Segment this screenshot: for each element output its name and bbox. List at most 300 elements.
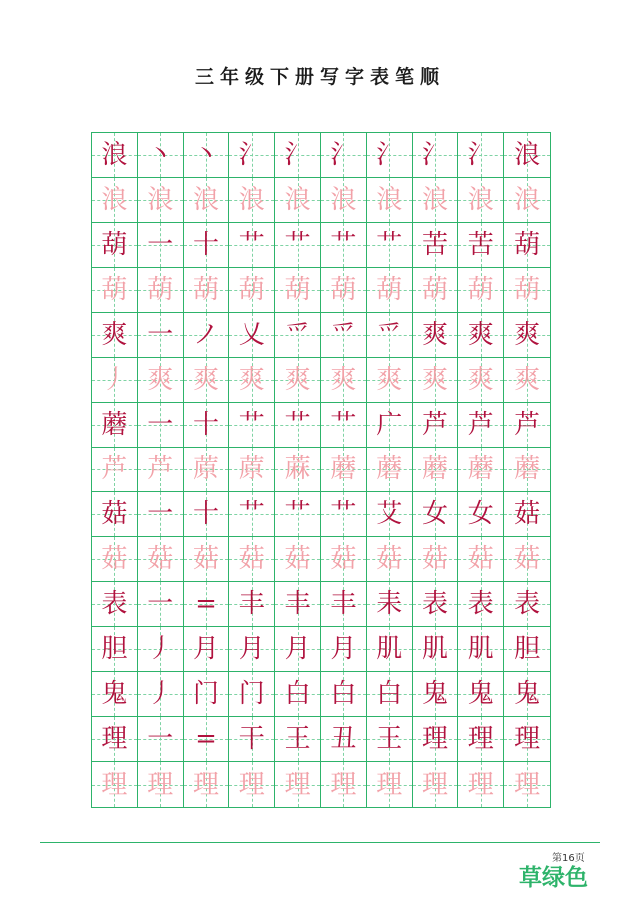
character-glyph: 表 xyxy=(467,589,494,620)
character-glyph: 爽 xyxy=(514,364,541,395)
character-glyph: 一 xyxy=(147,499,174,530)
stroke-order-cell xyxy=(321,133,367,178)
character-glyph: 氵 xyxy=(467,139,494,170)
character-glyph: 一 xyxy=(147,589,174,620)
trace-cell xyxy=(229,537,275,582)
stroke-order-cell xyxy=(367,133,413,178)
trace-cell xyxy=(504,537,550,582)
trace-cell xyxy=(321,762,367,807)
character-glyph: 门 xyxy=(192,679,219,710)
stroke-order-cell xyxy=(275,672,321,717)
character-glyph: 爫 xyxy=(330,319,357,350)
character-glyph: 艹 xyxy=(284,229,311,260)
character-glyph: 菇 xyxy=(421,544,448,575)
trace-cell xyxy=(184,268,230,313)
character-glyph: 菇 xyxy=(238,544,265,575)
trace-cell xyxy=(138,358,184,403)
trace-cell xyxy=(321,358,367,403)
character-glyph: 月 xyxy=(330,634,357,665)
character-glyph: 鬼 xyxy=(467,679,494,710)
character-glyph: 丶 xyxy=(192,139,219,170)
character-glyph: 肌 xyxy=(467,634,494,665)
character-glyph: 艹 xyxy=(330,409,357,440)
trace-cell xyxy=(504,762,550,807)
stroke-order-cell xyxy=(229,582,275,627)
character-glyph: 爽 xyxy=(467,319,494,350)
stroke-order-cell xyxy=(458,223,504,268)
trace-cell xyxy=(275,537,321,582)
character-glyph: 胆 xyxy=(101,634,128,665)
character-glyph: 乂 xyxy=(238,319,265,350)
character-glyph: 理 xyxy=(421,769,448,800)
character-glyph: 爽 xyxy=(421,364,448,395)
character-glyph: 一 xyxy=(147,409,174,440)
character-glyph: 芦 xyxy=(101,454,128,485)
character-glyph: 丿 xyxy=(147,679,174,710)
character-glyph: 表 xyxy=(421,589,448,620)
stroke-order-cell xyxy=(504,672,550,717)
stroke-order-cell xyxy=(184,627,230,672)
trace-cell xyxy=(92,178,138,223)
trace-cell xyxy=(413,178,459,223)
character-glyph: 葫 xyxy=(147,274,174,305)
character-glyph: 理 xyxy=(101,769,128,800)
character-glyph: 理 xyxy=(284,769,311,800)
stroke-order-cell xyxy=(229,672,275,717)
character-glyph: 蘑 xyxy=(514,454,541,485)
character-glyph: 丿 xyxy=(147,634,174,665)
stroke-order-cell xyxy=(184,133,230,178)
main-character-cell xyxy=(92,717,138,762)
character-glyph: 艾 xyxy=(376,499,403,530)
trace-cell xyxy=(413,268,459,313)
stroke-order-cell xyxy=(275,133,321,178)
character-glyph: 浪 xyxy=(101,184,128,215)
character-glyph: 鬼 xyxy=(101,679,128,710)
trace-cell xyxy=(458,358,504,403)
character-glyph: 菇 xyxy=(147,544,174,575)
character-glyph: 葫 xyxy=(101,229,128,260)
trace-cell xyxy=(458,537,504,582)
main-character-cell xyxy=(92,223,138,268)
character-glyph: 葫 xyxy=(514,229,541,260)
stroke-order-cell xyxy=(229,717,275,762)
character-glyph: 丰 xyxy=(238,589,265,620)
character-glyph: 理 xyxy=(238,769,265,800)
character-glyph: 芦 xyxy=(514,409,541,440)
character-glyph: 爽 xyxy=(192,364,219,395)
trace-cell xyxy=(229,358,275,403)
character-glyph: 爽 xyxy=(376,364,403,395)
stroke-order-cell xyxy=(275,582,321,627)
trace-cell xyxy=(504,178,550,223)
character-glyph: 葫 xyxy=(284,274,311,305)
stroke-order-cell xyxy=(413,313,459,358)
stroke-order-cell xyxy=(321,313,367,358)
character-glyph: 氵 xyxy=(421,139,448,170)
character-glyph: 葫 xyxy=(467,274,494,305)
character-glyph: 爫 xyxy=(284,319,311,350)
character-glyph: 白 xyxy=(330,679,357,710)
character-glyph: 广 xyxy=(376,409,403,440)
stroke-order-cell xyxy=(138,313,184,358)
stroke-order-cell xyxy=(413,672,459,717)
character-glyph: 理 xyxy=(421,724,448,755)
character-glyph: 菇 xyxy=(467,544,494,575)
trace-cell xyxy=(138,178,184,223)
trace-cell xyxy=(92,268,138,313)
character-glyph: 肌 xyxy=(421,634,448,665)
trace-cell xyxy=(458,448,504,493)
character-glyph: 菇 xyxy=(284,544,311,575)
character-glyph: 葫 xyxy=(238,274,265,305)
character-glyph: 葫 xyxy=(330,274,357,305)
trace-cell xyxy=(92,358,138,403)
stroke-order-cell xyxy=(321,403,367,448)
character-glyph: 浪 xyxy=(514,184,541,215)
stroke-order-cell xyxy=(184,492,230,537)
character-glyph: 浪 xyxy=(192,184,219,215)
stroke-order-cell xyxy=(321,627,367,672)
stroke-order-cell xyxy=(504,492,550,537)
character-glyph: 理 xyxy=(514,724,541,755)
character-glyph: 蘑 xyxy=(330,454,357,485)
stroke-order-cell xyxy=(413,403,459,448)
character-glyph: 菇 xyxy=(192,544,219,575)
character-glyph: 十 xyxy=(192,499,219,530)
stroke-order-cell xyxy=(504,223,550,268)
character-glyph: 爽 xyxy=(330,364,357,395)
trace-cell xyxy=(184,537,230,582)
character-glyph: 艹 xyxy=(238,499,265,530)
trace-cell xyxy=(229,448,275,493)
trace-cell xyxy=(229,762,275,807)
character-glyph: 蘑 xyxy=(376,454,403,485)
main-character-cell xyxy=(92,627,138,672)
character-glyph: 浪 xyxy=(147,184,174,215)
stroke-order-cell xyxy=(275,313,321,358)
character-glyph: 丰 xyxy=(330,589,357,620)
character-glyph: 菇 xyxy=(514,544,541,575)
page-number: 第16页 xyxy=(552,853,585,864)
stroke-order-cell xyxy=(275,717,321,762)
character-glyph: 理 xyxy=(192,769,219,800)
character-glyph: 一 xyxy=(147,319,174,350)
character-glyph: 干 xyxy=(238,724,265,755)
trace-cell xyxy=(229,268,275,313)
stroke-order-cell xyxy=(458,133,504,178)
character-glyph: 浪 xyxy=(467,184,494,215)
trace-cell xyxy=(275,762,321,807)
character-glyph: 爽 xyxy=(467,364,494,395)
stroke-order-cell xyxy=(367,582,413,627)
character-glyph: 门 xyxy=(238,679,265,710)
stroke-order-cell xyxy=(229,492,275,537)
brand-logo: 草绿色 xyxy=(519,865,588,891)
trace-cell xyxy=(138,762,184,807)
character-glyph: 艹 xyxy=(284,499,311,530)
character-glyph: 芦 xyxy=(467,409,494,440)
stroke-order-cell xyxy=(504,627,550,672)
character-glyph: 理 xyxy=(330,769,357,800)
stroke-order-cell xyxy=(367,223,413,268)
stroke-order-cell xyxy=(413,223,459,268)
character-glyph: 王 xyxy=(376,724,403,755)
stroke-order-cell xyxy=(275,492,321,537)
stroke-order-cell xyxy=(413,492,459,537)
stroke-order-cell xyxy=(504,582,550,627)
character-glyph: 菇 xyxy=(330,544,357,575)
trace-cell xyxy=(138,537,184,582)
trace-cell xyxy=(458,762,504,807)
stroke-order-cell xyxy=(275,223,321,268)
character-glyph: 十 xyxy=(192,409,219,440)
stroke-order-cell xyxy=(184,672,230,717)
trace-cell xyxy=(458,178,504,223)
character-glyph: 菇 xyxy=(376,544,403,575)
character-glyph: 葫 xyxy=(421,274,448,305)
stroke-order-cell xyxy=(504,403,550,448)
trace-cell xyxy=(184,358,230,403)
character-glyph: 理 xyxy=(101,724,128,755)
stroke-order-cell xyxy=(413,717,459,762)
character-glyph: 一 xyxy=(147,229,174,260)
character-glyph: ノ xyxy=(192,319,219,350)
stroke-order-cell xyxy=(138,133,184,178)
character-glyph: 十 xyxy=(192,229,219,260)
stroke-order-cell xyxy=(458,717,504,762)
main-character-cell xyxy=(92,582,138,627)
trace-cell xyxy=(367,178,413,223)
character-glyph: 菇 xyxy=(101,544,128,575)
main-character-cell xyxy=(92,492,138,537)
character-glyph: 胆 xyxy=(514,634,541,665)
trace-cell xyxy=(504,358,550,403)
character-glyph: 月 xyxy=(192,634,219,665)
character-glyph: 爽 xyxy=(514,319,541,350)
trace-cell xyxy=(184,762,230,807)
stroke-order-cell xyxy=(504,313,550,358)
character-glyph: 月 xyxy=(238,634,265,665)
stroke-order-cell xyxy=(413,627,459,672)
stroke-order-cell xyxy=(229,627,275,672)
trace-cell xyxy=(321,268,367,313)
character-glyph: 蘑 xyxy=(421,454,448,485)
stroke-order-cell xyxy=(367,403,413,448)
character-glyph: 耒 xyxy=(376,589,403,620)
character-glyph: 浪 xyxy=(376,184,403,215)
trace-cell xyxy=(321,178,367,223)
stroke-order-cell xyxy=(184,717,230,762)
character-glyph: 理 xyxy=(514,769,541,800)
character-glyph: 葫 xyxy=(376,274,403,305)
stroke-order-cell xyxy=(138,672,184,717)
stroke-order-cell xyxy=(138,403,184,448)
stroke-order-cell xyxy=(184,313,230,358)
main-character-cell xyxy=(92,403,138,448)
trace-cell xyxy=(367,268,413,313)
character-glyph: 表 xyxy=(101,589,128,620)
character-glyph: 丿 xyxy=(101,364,128,395)
trace-cell xyxy=(413,762,459,807)
stroke-order-cell xyxy=(138,717,184,762)
stroke-order-cell xyxy=(413,582,459,627)
stroke-order-cell xyxy=(367,492,413,537)
character-glyph: 苦 xyxy=(421,229,448,260)
character-glyph: 丰 xyxy=(284,589,311,620)
stroke-order-cell xyxy=(184,582,230,627)
character-glyph: 芦 xyxy=(421,409,448,440)
character-glyph: = xyxy=(195,724,217,755)
trace-cell xyxy=(367,358,413,403)
character-glyph: 理 xyxy=(147,769,174,800)
trace-cell xyxy=(229,178,275,223)
character-glyph: 葫 xyxy=(192,274,219,305)
character-glyph: 白 xyxy=(376,679,403,710)
character-glyph: 浪 xyxy=(421,184,448,215)
stroke-order-cell xyxy=(413,133,459,178)
trace-cell xyxy=(321,448,367,493)
character-glyph: 理 xyxy=(467,724,494,755)
stroke-order-cell xyxy=(458,492,504,537)
page-title: 三年级下册写字表笔顺 xyxy=(194,66,445,88)
trace-cell xyxy=(138,268,184,313)
character-glyph: 艹 xyxy=(238,409,265,440)
character-glyph: 艹 xyxy=(284,409,311,440)
character-glyph: 一 xyxy=(147,724,174,755)
stroke-order-cell xyxy=(458,627,504,672)
character-glyph: 氵 xyxy=(238,139,265,170)
stroke-order-cell xyxy=(458,313,504,358)
character-glyph: 葫 xyxy=(514,274,541,305)
character-glyph: 表 xyxy=(514,589,541,620)
main-character-cell xyxy=(92,133,138,178)
trace-cell xyxy=(92,537,138,582)
stroke-order-cell xyxy=(321,717,367,762)
stroke-order-cell xyxy=(367,672,413,717)
stroke-order-cell xyxy=(275,627,321,672)
character-glyph: 蒝 xyxy=(238,454,265,485)
main-character-cell xyxy=(92,313,138,358)
stroke-order-cell xyxy=(321,223,367,268)
stroke-order-cell xyxy=(504,133,550,178)
stroke-order-cell xyxy=(184,403,230,448)
character-glyph: 蔴 xyxy=(284,454,311,485)
character-glyph: 爽 xyxy=(284,364,311,395)
character-glyph: 理 xyxy=(467,769,494,800)
trace-cell xyxy=(504,268,550,313)
character-glyph: 月 xyxy=(284,634,311,665)
trace-cell xyxy=(275,448,321,493)
character-glyph: 女 xyxy=(467,499,494,530)
character-glyph: 爽 xyxy=(101,319,128,350)
character-glyph: 蒝 xyxy=(192,454,219,485)
stroke-order-cell xyxy=(458,582,504,627)
trace-cell xyxy=(138,448,184,493)
character-glyph: 爽 xyxy=(421,319,448,350)
stroke-order-cell xyxy=(367,313,413,358)
trace-cell xyxy=(184,448,230,493)
stroke-order-cell xyxy=(138,582,184,627)
stroke-order-cell xyxy=(321,582,367,627)
character-glyph: 鬼 xyxy=(421,679,448,710)
stroke-order-cell xyxy=(229,223,275,268)
character-glyph: 爽 xyxy=(238,364,265,395)
main-character-cell xyxy=(92,672,138,717)
character-glyph: 王 xyxy=(284,724,311,755)
character-glyph: 葫 xyxy=(101,274,128,305)
stroke-order-cell xyxy=(504,717,550,762)
character-glyph: 蘑 xyxy=(101,409,128,440)
character-glyph: 艹 xyxy=(376,229,403,260)
character-glyph: 浪 xyxy=(330,184,357,215)
trace-cell xyxy=(367,762,413,807)
character-glyph: 浪 xyxy=(238,184,265,215)
trace-cell xyxy=(367,448,413,493)
trace-cell xyxy=(275,178,321,223)
stroke-order-cell xyxy=(229,133,275,178)
character-glyph: 爽 xyxy=(147,364,174,395)
stroke-order-cell xyxy=(321,672,367,717)
stroke-order-cell xyxy=(367,717,413,762)
stroke-order-cell xyxy=(138,492,184,537)
stroke-order-cell xyxy=(229,313,275,358)
character-glyph: 菇 xyxy=(514,499,541,530)
trace-cell xyxy=(184,178,230,223)
trace-cell xyxy=(413,537,459,582)
character-glyph: 苦 xyxy=(467,229,494,260)
trace-cell xyxy=(367,537,413,582)
character-glyph: 蘑 xyxy=(467,454,494,485)
character-glyph: 艹 xyxy=(330,499,357,530)
trace-cell xyxy=(504,448,550,493)
writing-grid xyxy=(91,132,551,808)
character-glyph: 氵 xyxy=(376,139,403,170)
stroke-order-cell xyxy=(229,403,275,448)
stroke-order-cell xyxy=(184,223,230,268)
character-glyph: 丑 xyxy=(330,724,357,755)
character-glyph: 艹 xyxy=(330,229,357,260)
stroke-order-cell xyxy=(321,492,367,537)
trace-cell xyxy=(458,268,504,313)
trace-cell xyxy=(92,448,138,493)
trace-cell xyxy=(275,358,321,403)
trace-cell xyxy=(92,762,138,807)
character-glyph: 肌 xyxy=(376,634,403,665)
character-glyph: 菇 xyxy=(101,499,128,530)
character-glyph: 浪 xyxy=(514,139,541,170)
character-glyph: 理 xyxy=(376,769,403,800)
character-glyph: 鬼 xyxy=(514,679,541,710)
character-glyph: 爫 xyxy=(376,319,403,350)
character-glyph: 艹 xyxy=(238,229,265,260)
stroke-order-cell xyxy=(367,627,413,672)
footer-divider xyxy=(40,842,600,843)
character-glyph: 浪 xyxy=(284,184,311,215)
trace-cell xyxy=(275,268,321,313)
stroke-order-cell xyxy=(138,223,184,268)
trace-cell xyxy=(321,537,367,582)
trace-cell xyxy=(413,358,459,403)
stroke-order-cell xyxy=(138,627,184,672)
trace-cell xyxy=(413,448,459,493)
stroke-order-cell xyxy=(275,403,321,448)
stroke-order-cell xyxy=(458,672,504,717)
character-glyph: = xyxy=(195,589,217,620)
stroke-order-cell xyxy=(458,403,504,448)
character-glyph: 氵 xyxy=(330,139,357,170)
character-glyph: 氵 xyxy=(284,139,311,170)
